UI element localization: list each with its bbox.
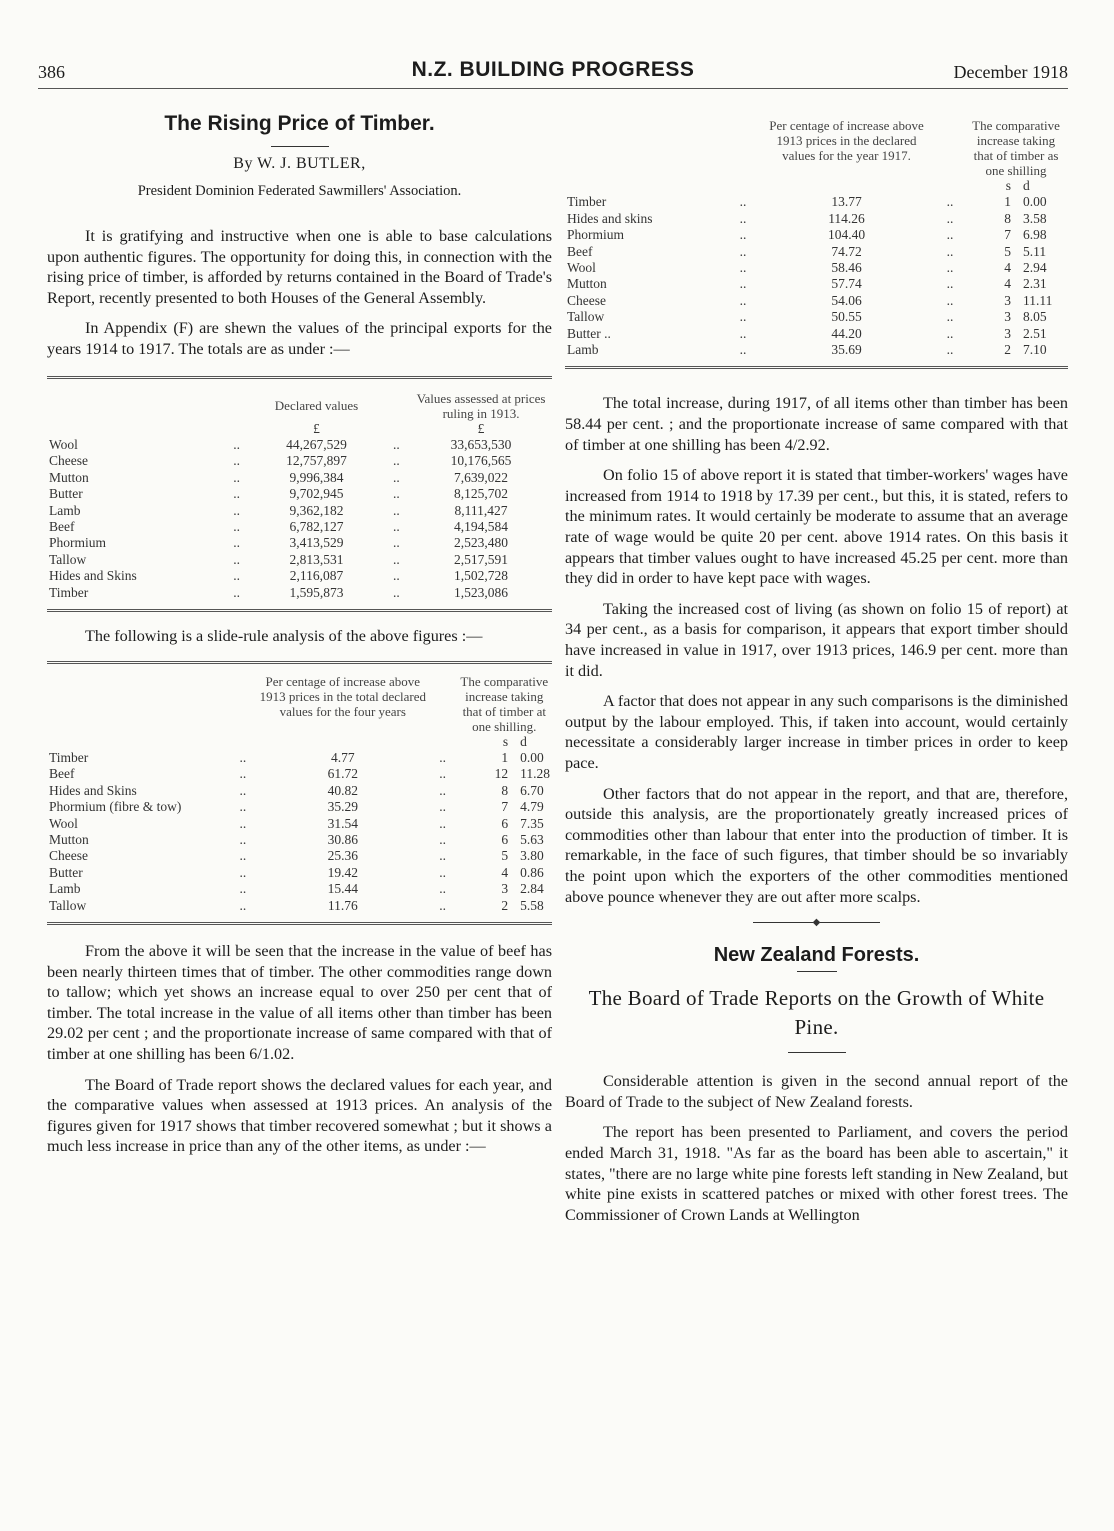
paragraph: From the above it will be seen that the increase in the value of beef has been nearly thirteen times that of timber. The other commodities range down to tallow; which yet shows an increase equal to over 250 per cent that of timber. The total increase in the value of all items other than timber has been 29.02 per cent ; and the proportionate increase of same compared with that of timber at one shilling has been 6/1.02. <box>47 942 552 1064</box>
title-rule <box>788 1052 846 1053</box>
table-body <box>47 750 552 914</box>
column-header: Per centage of increase above 1913 prices in the declared values for the year 1917. <box>769 118 924 163</box>
leader-dots: .. <box>233 568 240 584</box>
shillings-value: 8 <box>1004 210 1011 226</box>
leader-dots: .. <box>239 881 247 897</box>
commodity-name: Mutton <box>567 276 607 292</box>
leader-dots: .. <box>233 535 240 551</box>
shillings-value: 7 <box>501 799 509 815</box>
table-rule <box>47 376 552 379</box>
leader-dots: .. <box>392 551 400 567</box>
commodity-name: Butter <box>49 486 83 502</box>
paragraph: The report has been presented to Parliament, and covers the period ended March 31, 1918. "As far as the board has been able to ascertain," it states, "there are no large white pine forests left standing in New Zealand, but white pine exists in scattered patches or mixed with other forest trees. The Commissioner of Crown Lands at Wellington <box>565 1123 1069 1224</box>
pence-value: 5.11 <box>1023 243 1047 259</box>
table-row <box>47 585 552 601</box>
commodity-name: Cheese <box>49 848 88 864</box>
commodity-name: Timber <box>567 194 607 210</box>
leader-dots: .. <box>233 436 240 452</box>
table-row <box>565 194 1068 210</box>
table-rule <box>565 366 1068 369</box>
pence-value: 5.58 <box>520 897 544 913</box>
unit-label: d <box>1023 178 1030 193</box>
pence-value: 2.84 <box>520 881 544 897</box>
leader-dots: .. <box>239 897 247 913</box>
leader-dots: .. <box>392 486 400 502</box>
pence-value: 0.00 <box>520 750 544 766</box>
percentage-value: 4.77 <box>330 750 355 766</box>
percentage-value: 40.82 <box>327 782 358 798</box>
commodity-name: Wool <box>567 260 596 276</box>
percentage-value: 57.74 <box>831 276 862 292</box>
percentage-value: 58.46 <box>831 260 862 276</box>
table-rule <box>47 922 552 925</box>
percentage-value: 13.77 <box>831 194 862 210</box>
shillings-value: 2 <box>501 897 509 913</box>
masthead: N.Z. BUILDING PROGRESS <box>411 58 695 81</box>
shillings-value: 12 <box>494 766 509 782</box>
pence-value: 4.79 <box>520 799 544 815</box>
declared-value: 2,813,531 <box>289 551 344 567</box>
paragraph: A factor that does not appear in any such comparisons is the diminished output by the labour employed. This, if taken into account, would certainly necessitate a considerably larger increase in timber prices in order to keep pace. <box>565 692 1068 772</box>
leader-dots: .. <box>392 502 400 518</box>
assessed-value: 7,639,022 <box>454 469 509 485</box>
declared-value: 12,757,897 <box>286 453 347 469</box>
leader-dots: .. <box>946 309 954 325</box>
leader-dots: .. <box>739 243 747 259</box>
leader-dots: .. <box>233 486 240 502</box>
commodity-name: Tallow <box>49 897 87 913</box>
shillings-value: 4 <box>1004 276 1011 292</box>
pence-value: 2.31 <box>1023 276 1047 292</box>
paragraph: Other factors that do not appear in the report, and that are, therefore, outside this analysis, are the proportionately greatly increased prices of commodities other than labour that enter into the production of timber. It is remarkable, in the face of such figures, that timber should be so invariably the point upon which the exporters of the other commodities mentioned above pounce whenever they are out after more scalps. <box>565 784 1068 906</box>
leader-dots: .. <box>233 502 240 518</box>
pence-value: 11.11 <box>1023 292 1053 308</box>
table-row <box>47 898 552 914</box>
leader-dots: .. <box>739 260 747 276</box>
percentage-value: 104.40 <box>827 227 866 243</box>
commodity-name: Hides and Skins <box>49 782 137 798</box>
shillings-value: 7 <box>1004 227 1011 243</box>
page-header <box>38 58 1068 89</box>
leader-dots: .. <box>392 453 400 469</box>
commodity-name: Lamb <box>49 502 81 518</box>
assessed-value: 8,111,427 <box>454 502 508 518</box>
table-row <box>565 342 1068 358</box>
table-row <box>47 783 552 799</box>
shillings-value: 1 <box>1004 194 1011 210</box>
table-row <box>565 326 1068 342</box>
table-row <box>47 568 552 584</box>
leader-dots: .. <box>439 848 447 864</box>
table-row <box>47 552 552 568</box>
commodity-name: Beef <box>567 243 593 259</box>
pence-value: 0.00 <box>1023 194 1047 210</box>
paragraph: It is gratifying and instructive when one is able to base calculations upon authentic figures. The opportunity for doing this, in connection with the rising price of timber, is afforded by returns contained in the Board of Trade's Report, recently presented to both Houses of the General Assembly. <box>47 227 552 307</box>
shillings-value: 3 <box>501 881 509 897</box>
table-row <box>47 535 552 551</box>
table-row <box>47 816 552 832</box>
commodity-name: Mutton <box>49 832 89 848</box>
unit-label: s <box>1005 178 1011 193</box>
unit-label: £ <box>313 420 320 436</box>
shillings-value: 6 <box>501 815 509 831</box>
leader-dots: .. <box>239 815 247 831</box>
shillings-value: 6 <box>501 832 509 848</box>
leader-dots: .. <box>439 799 447 815</box>
leader-dots: .. <box>239 864 247 880</box>
pence-value: 8.05 <box>1023 309 1047 325</box>
table-body <box>47 437 552 601</box>
declared-value: 44,267,529 <box>286 436 347 452</box>
commodity-name: Timber <box>49 584 89 600</box>
column-header: The comparative increase taking that of timber at one shilling. <box>460 673 549 734</box>
table-row <box>47 470 552 486</box>
commodity-name: Cheese <box>567 292 606 308</box>
unit-label: d <box>520 733 527 749</box>
declared-value: 9,702,945 <box>289 486 344 502</box>
commodity-name: Beef <box>49 519 75 534</box>
assessed-value: 1,523,086 <box>454 584 509 600</box>
leader-dots: .. <box>439 782 447 798</box>
column-header: Per centage of increase above 1913 prices in the total declared values for the four years <box>259 673 426 719</box>
leader-dots: .. <box>739 194 747 210</box>
declared-value: 2,116,087 <box>289 568 344 584</box>
percentage-value: 35.29 <box>327 799 358 815</box>
percentage-value: 19.42 <box>327 864 358 880</box>
percentage-value: 35.69 <box>831 342 862 358</box>
table-row <box>565 211 1068 227</box>
table-row <box>47 832 552 848</box>
table-rule <box>47 609 552 612</box>
leader-dots: .. <box>233 584 240 600</box>
leader-dots: .. <box>239 799 247 815</box>
commodity-name: Tallow <box>49 551 87 567</box>
leader-dots: .. <box>233 469 240 485</box>
percentage-value: 74.72 <box>831 243 862 259</box>
pence-value: 3.58 <box>1023 210 1047 226</box>
shillings-value: 2 <box>1004 342 1011 358</box>
table-row <box>47 865 552 881</box>
leader-dots: .. <box>739 227 747 243</box>
leader-dots: .. <box>392 535 400 551</box>
table-row <box>47 503 552 519</box>
leader-dots: .. <box>239 766 247 782</box>
leader-dots: .. <box>439 766 447 782</box>
percentage-value: 31.54 <box>327 815 358 831</box>
byline: By W. J. BUTLER, <box>233 155 366 172</box>
shillings-value: 3 <box>1004 309 1011 325</box>
commodity-name: Butter <box>49 864 83 880</box>
leader-dots: .. <box>392 568 400 584</box>
shillings-value: 5 <box>501 848 509 864</box>
pence-value: 5.63 <box>520 832 544 848</box>
leader-dots: .. <box>439 864 447 880</box>
declared-value: 6,782,127 <box>289 519 344 534</box>
table-1917 <box>565 118 1068 358</box>
leader-dots: .. <box>739 325 747 341</box>
unit-label: s <box>502 733 509 749</box>
table-row <box>565 309 1068 325</box>
percentage-value: 15.44 <box>327 881 358 897</box>
commodity-name: Wool <box>49 815 78 831</box>
percentage-value: 50.55 <box>831 309 862 325</box>
pence-value: 2.51 <box>1023 325 1047 341</box>
commodity-name: Tallow <box>567 309 605 325</box>
table-body <box>565 194 1068 358</box>
shillings-value: 3 <box>1004 325 1011 341</box>
shillings-value: 8 <box>501 782 509 798</box>
title-rule <box>797 971 837 972</box>
pence-value: 3.80 <box>520 848 544 864</box>
leader-dots: .. <box>739 342 747 358</box>
right-column <box>565 118 1068 1235</box>
leader-dots: .. <box>946 210 954 226</box>
leader-dots: .. <box>233 519 240 534</box>
pence-value: 7.10 <box>1023 342 1047 358</box>
commodity-name: Hides and skins <box>567 210 653 226</box>
leader-dots: .. <box>233 551 240 567</box>
percentage-value: 54.06 <box>831 292 862 308</box>
paragraph: On folio 15 of above report it is stated that timber-workers' wages have increased from 1914 to 1918 by 17.39 per cent., but this, it is stated, refers to the minimum rates. It would certainly be moderate to assume that an average rate of wage would be quite 20 per cent. above 1914 rates. On this basis it appears that timber values ought to have increased 45.25 per cent. more than they did in order to have kept pace with wages. <box>565 466 1068 588</box>
article-subtitle: The Board of Trade Reports on the Growth of White Pine. <box>588 986 1045 1040</box>
assessed-value: 4,194,584 <box>454 519 509 534</box>
shillings-value: 5 <box>1004 243 1011 259</box>
assessed-value: 1,502,728 <box>454 568 509 584</box>
commodity-name: Timber <box>49 750 89 766</box>
commodity-name: Butter .. <box>567 325 611 341</box>
percentage-value: 61.72 <box>327 766 358 782</box>
pence-value: 7.35 <box>520 815 544 831</box>
table-row <box>47 486 552 502</box>
unit-label: £ <box>477 420 485 436</box>
leader-dots: .. <box>946 276 954 292</box>
declared-value: 9,996,384 <box>289 469 344 485</box>
commodity-name: Mutton <box>49 469 89 485</box>
paragraph: The total increase, during 1917, of all items other than timber has been 58.44 per cent. ; and the proportionate increase of same compared with that of timber at one shilling has been 4/2.92. <box>565 394 1068 454</box>
declared-value: 9,362,182 <box>289 502 344 518</box>
leader-dots: .. <box>439 832 447 848</box>
table-row <box>47 519 552 535</box>
paragraph: Taking the increased cost of living (as shown on folio 15 of report) at 34 per cent., as a basis for comparison, it appears that export timber should have increased in value in 1917, over 1913 prices, 146.9 per cent. more than it did. <box>565 599 1068 680</box>
commodity-name: Beef <box>49 766 75 782</box>
commodity-name: Phormium (fibre & tow) <box>49 799 182 815</box>
section-divider: ◆ <box>565 917 1068 928</box>
leader-dots: .. <box>946 325 954 341</box>
leader-dots: .. <box>739 309 747 325</box>
leader-dots: .. <box>239 782 247 798</box>
commodity-name: Phormium <box>567 227 625 243</box>
leader-dots: .. <box>946 260 954 276</box>
percentage-value: 25.36 <box>327 848 358 864</box>
commodity-name: Lamb <box>49 881 81 897</box>
assessed-value: 10,176,565 <box>450 453 512 469</box>
percentage-value: 114.26 <box>828 210 865 226</box>
article-title: New Zealand Forests. <box>713 944 920 967</box>
leader-dots: .. <box>739 292 747 308</box>
commodity-name: Lamb <box>567 342 599 358</box>
column-header: The comparative increase taking that of timber as one shilling <box>972 118 1060 178</box>
column-header: Declared values <box>274 398 359 414</box>
pence-value: 0.86 <box>520 864 544 880</box>
table-row <box>565 276 1068 292</box>
shillings-value: 3 <box>1004 292 1011 308</box>
leader-dots: .. <box>946 243 954 259</box>
paragraph: Considerable attention is given in the second annual report of the Board of Trade to the subject of New Zealand forests. <box>565 1072 1068 1111</box>
leader-dots: .. <box>739 276 747 292</box>
issue-date: December 1918 <box>953 62 1068 82</box>
table-row <box>47 799 552 815</box>
leader-dots: .. <box>946 227 954 243</box>
leader-dots: .. <box>946 342 954 358</box>
assessed-value: 8,125,702 <box>454 486 509 502</box>
left-column <box>47 112 552 1167</box>
declared-value: 3,413,529 <box>289 535 344 551</box>
shillings-value: 4 <box>1004 260 1011 276</box>
leader-dots: .. <box>239 750 247 766</box>
commodity-name: Wool <box>49 436 78 452</box>
table-row <box>47 453 552 469</box>
page-number: 386 <box>38 62 65 82</box>
table-row <box>565 260 1068 276</box>
pence-value: 6.98 <box>1023 227 1047 243</box>
assessed-value: 33,653,530 <box>450 436 512 452</box>
leader-dots: .. <box>239 848 247 864</box>
percentage-value: 44.20 <box>831 325 862 341</box>
table-row <box>565 293 1068 309</box>
pence-value: 6.70 <box>520 782 544 798</box>
assessed-value: 2,517,591 <box>454 551 509 567</box>
analysis-table <box>47 674 552 914</box>
leader-dots: .. <box>739 210 747 226</box>
leader-dots: .. <box>392 584 400 600</box>
table-row <box>565 244 1068 260</box>
table-row <box>47 750 552 766</box>
shillings-value: 4 <box>501 864 509 880</box>
assessed-value: 2,523,480 <box>454 535 509 551</box>
author-affiliation: President Dominion Federated Sawmillers' Association. <box>137 183 462 199</box>
pence-value: 11.28 <box>520 766 550 782</box>
leader-dots: .. <box>239 832 247 848</box>
leader-dots: .. <box>233 453 240 469</box>
column-header: Values assessed at prices ruling in 1913. <box>416 390 546 421</box>
shillings-value: 1 <box>501 750 509 766</box>
leader-dots: .. <box>392 519 400 534</box>
pence-value: 2.94 <box>1023 260 1047 276</box>
percentage-value: 11.76 <box>327 897 358 913</box>
leader-dots: .. <box>946 292 954 308</box>
paragraph: The Board of Trade report shows the declared values for each year, and the comparative values when assessed at 1913 prices. An analysis of the figures given for 1917 shows that timber recovered somewhat ; but it shows a much less increase in price than any of the other items, as under :— <box>47 1075 552 1156</box>
leader-dots: .. <box>439 750 447 766</box>
exports-table <box>47 391 552 601</box>
declared-value: 1,595,873 <box>289 584 344 600</box>
commodity-name: Cheese <box>49 453 88 469</box>
leader-dots: .. <box>439 815 447 831</box>
leader-dots: .. <box>439 897 447 913</box>
commodity-name: Phormium <box>49 535 107 551</box>
leader-dots: .. <box>439 881 447 897</box>
table-row <box>47 766 552 782</box>
paragraph: In Appendix (F) are shewn the values of the principal exports for the years 1914 to 1917. The totals are as under :— <box>47 319 552 358</box>
leader-dots: .. <box>946 194 954 210</box>
commodity-name: Hides and Skins <box>49 568 137 584</box>
table-row <box>565 227 1068 243</box>
percentage-value: 30.86 <box>327 832 358 848</box>
article-title: The Rising Price of Timber. <box>164 112 435 135</box>
paragraph: The following is a slide-rule analysis of the above figures :— <box>85 627 483 646</box>
table-row <box>47 437 552 453</box>
table-row <box>47 848 552 864</box>
table-rule <box>47 661 552 664</box>
leader-dots: .. <box>392 436 400 452</box>
leader-dots: .. <box>392 469 400 485</box>
title-rule <box>271 146 329 147</box>
table-row <box>47 881 552 897</box>
